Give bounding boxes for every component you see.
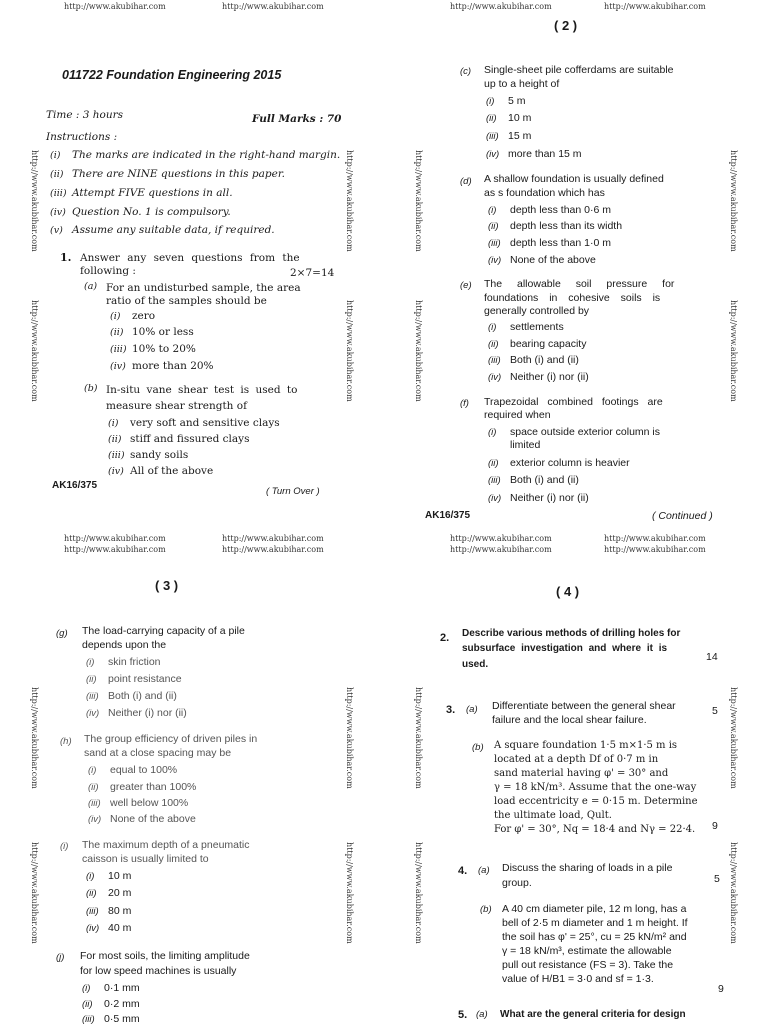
subquestion-label: (a) [478,865,490,876]
subquestion-label: (i) [60,841,69,852]
subquestion-label: (b) [472,742,484,753]
question-text: The load-carrying capacity of a pile [82,625,245,637]
question-number: 3. [446,704,456,716]
instruction-item: (i) The marks are indicated in the right-hand margin. [50,149,341,161]
question-text: The group efficiency of driven piles in [84,733,258,745]
question-text: failure and the local shear failure. [492,714,647,726]
question-text: Single-sheet pile cofferdams are suitable [484,64,674,76]
side-url: http://www.akubihar.com [414,687,423,789]
option-item: (ii) stiff and fissured clays [108,433,250,445]
question-text: For most soils, the limiting amplitude [80,950,250,962]
question-text: caisson is usually limited to [82,853,209,865]
header-url: http://www.akubihar.com [64,545,166,554]
question-text: bell of 2·5 m diameter and 1 m height. If [502,917,688,929]
question-text: pull out resistance (FS = 3). Take the [502,959,674,971]
side-url: http://www.akubihar.com [729,150,738,252]
question-text: depends upon the [82,639,167,651]
question-marks: 9 [718,983,724,995]
subquestion-label: (b) [84,383,98,394]
question-text: The allowable soil pressure for [484,278,675,290]
option-item: (i) space outside exterior column is [488,426,660,438]
question-text: For φ' = 30°, Nq = 18·4 and Nγ = 22·4. [494,824,696,835]
header-url: http://www.akubihar.com [604,534,706,543]
side-url: http://www.akubihar.com [729,687,738,789]
page-1 [0,0,384,512]
side-url: http://www.akubihar.com [345,150,354,252]
question-number: 4. [458,865,468,877]
question-number: 5. [458,1009,468,1021]
header-url: http://www.akubihar.com [604,545,706,554]
header-url: http://www.akubihar.com [64,2,166,11]
question-text: For an undisturbed sample, the area [106,282,301,294]
subquestion-label: (a) [476,1009,488,1020]
option-item: (i) equal to 100% [88,764,178,776]
question-text: load eccentricity e = 0·15 m. Determine [494,796,698,807]
option-item: (ii) 20 m [86,887,132,899]
page-number: ( 2 ) [554,18,578,33]
question-text: Answer any seven questions from the [80,252,300,264]
question-number: 1. [60,251,72,264]
option-item: (iii) 15 m [486,130,532,142]
subquestion-label: (c) [460,66,472,77]
question-text: Describe various methods of drilling holes for [462,628,681,639]
question-marks: 5 [712,705,718,717]
side-url: http://www.akubihar.com [345,300,354,402]
question-text: ratio of the samples should be [106,295,267,307]
question-text: group. [502,877,532,889]
option-item: (iii) 80 m [86,905,132,917]
subquestion-label: (b) [480,904,492,915]
option-item: (i) 5 m [486,95,526,107]
header-url: http://www.akubihar.com [604,2,706,11]
time-allowed: Time : 3 hours [46,109,124,121]
side-url: http://www.akubihar.com [345,687,354,789]
question-text: A square foundation 1·5 m×1·5 m is [494,740,678,751]
question-text: generally controlled by [484,305,590,317]
question-text: used. [462,659,489,670]
question-text: A shallow foundation is usually defined [484,173,664,185]
option-item: (iii) Both (i) and (ii) [488,354,579,366]
question-marks: 5 [714,873,720,885]
option-item: (iii) sandy soils [108,449,189,461]
header-url: http://www.akubihar.com [222,545,324,554]
option-item: (ii) point resistance [86,673,182,685]
instruction-item: (ii) There are NINE questions in this paper. [50,168,286,180]
option-item: (iii) Both (i) and (ii) [86,690,177,702]
option-item: (iv) more than 15 m [486,148,582,160]
header-url: http://www.akubihar.com [222,534,324,543]
header-url: http://www.akubihar.com [222,2,324,11]
header-url: http://www.akubihar.com [64,534,166,543]
option-item: (ii) depth less than its width [488,220,623,232]
question-text: What are the general criteria for design [500,1009,686,1020]
side-url: http://www.akubihar.com [729,842,738,944]
option-item: (iv) 40 m [86,922,132,934]
question-text: up to a height of [484,78,560,90]
side-url: http://www.akubihar.com [729,300,738,402]
question-text: γ = 18 kN/m³, estimate the allowable [502,945,672,957]
option-item: (ii) 10% or less [110,326,194,338]
subquestion-label: (a) [466,704,478,715]
continued-note: ( Continued ) [652,510,713,522]
option-item: (i) depth less than 0·6 m [488,204,611,216]
option-item: (i) 0·1 mm [82,982,140,994]
option-item: (ii) 0·2 mm [82,998,140,1010]
page-4 [384,512,768,1024]
subquestion-label: (a) [84,281,98,292]
page-number: ( 3 ) [155,578,179,593]
paper-code: AK16/375 [52,480,98,491]
option-item: (iii) 10% to 20% [110,343,196,355]
question-text: following : [80,265,136,277]
side-url: http://www.akubihar.com [30,687,39,789]
question-text: sand material having φ' = 30° and [494,768,669,779]
side-url: http://www.akubihar.com [414,150,423,252]
option-item: (iii) well below 100% [88,797,189,809]
option-item: (iii) 0·5 mm [82,1013,140,1024]
paper-title: 011722 Foundation Engineering 2015 [62,68,282,82]
question-text: required when [484,409,551,421]
paper-code: AK16/375 [425,510,471,521]
option-item: (iv) Neither (i) nor (ii) [488,371,589,383]
option-item: (i) zero [110,310,156,322]
instruction-item: (iv) Question No. 1 is compulsory. [50,206,231,218]
side-url: http://www.akubihar.com [30,300,39,402]
turn-over-note: ( Turn Over ) [266,486,320,497]
header-url: http://www.akubihar.com [450,534,552,543]
question-text: γ = 18 kN/m³. Assume that the one-way [494,782,697,793]
full-marks: Full Marks : 70 [252,113,342,125]
subquestion-label: (g) [56,628,68,639]
question-text: the ultimate load, Qult. [494,810,612,821]
option-item: (iii) Both (i) and (ii) [488,474,579,486]
option-item: (i) very soft and sensitive clays [108,417,280,429]
option-item: (i) skin friction [86,656,161,668]
subquestion-label: (e) [460,280,472,291]
question-number: 2. [440,632,450,644]
instruction-item: (iii) Attempt FIVE questions in all. [50,187,233,199]
option-item: (ii) exterior column is heavier [488,457,630,469]
question-marks: 14 [706,651,718,663]
question-text: Trapezoidal combined footings are [484,396,663,408]
question-text: as s foundation which has [484,187,605,199]
question-text: foundations in cohesive soils is [484,292,661,304]
option-item: (iv) Neither (i) nor (ii) [488,492,589,504]
question-marks: 9 [712,820,718,832]
option-item: (iv) None of the above [88,813,196,825]
option-item: (iii) depth less than 1·0 m [488,237,611,249]
page-3 [0,512,384,1024]
question-text: Discuss the sharing of loads in a pile [502,862,673,874]
page-2 [384,0,768,512]
instruction-item: (v) Assume any suitable data, if required. [50,224,275,236]
option-item: (i) settlements [488,321,564,333]
option-item: (ii) 10 m [486,112,532,124]
subquestion-label: (j) [56,952,65,963]
question-text: measure shear strength of [106,400,247,412]
option-item: (ii) bearing capacity [488,338,587,350]
question-text: for low speed machines is usually [80,965,237,977]
option-item: (iv) Neither (i) nor (ii) [86,707,187,719]
question-text: In-situ vane shear test is used to [106,384,298,396]
subquestion-label: (d) [460,176,472,187]
option-item: (iv) more than 20% [110,360,214,372]
page-number: ( 4 ) [556,584,580,599]
side-url: http://www.akubihar.com [30,842,39,944]
question-text: value of H/B1 = 3·0 and sf = 1·3. [502,973,654,985]
option-item: (i) 10 m [86,870,132,882]
question-text: A 40 cm diameter pile, 12 m long, has a [502,903,687,915]
question-text: sand at a close spacing may be [84,747,232,759]
header-url: http://www.akubihar.com [450,2,552,11]
instructions-heading: Instructions : [46,131,118,143]
question-text: subsurface investigation and where it is [462,643,668,654]
subquestion-label: (h) [60,736,72,747]
option-item: (iv) All of the above [108,465,214,477]
side-url: http://www.akubihar.com [414,300,423,402]
side-url: http://www.akubihar.com [30,150,39,252]
question-text: The maximum depth of a pneumatic [82,839,250,851]
subquestion-label: (f) [460,398,469,409]
option-item: (ii) greater than 100% [88,781,197,793]
question-text: located at a depth Df of 0·7 m in [494,754,659,765]
option-item: (iv) None of the above [488,254,596,266]
header-url: http://www.akubihar.com [450,545,552,554]
question-text: Differentiate between the general shear [492,700,676,712]
question-marks: 2×7=14 [290,267,335,279]
option-item-continued: limited [510,439,541,451]
side-url: http://www.akubihar.com [345,842,354,944]
question-text: the soil has φ' = 25°, cu = 25 kN/m² and [502,931,687,943]
side-url: http://www.akubihar.com [414,842,423,944]
